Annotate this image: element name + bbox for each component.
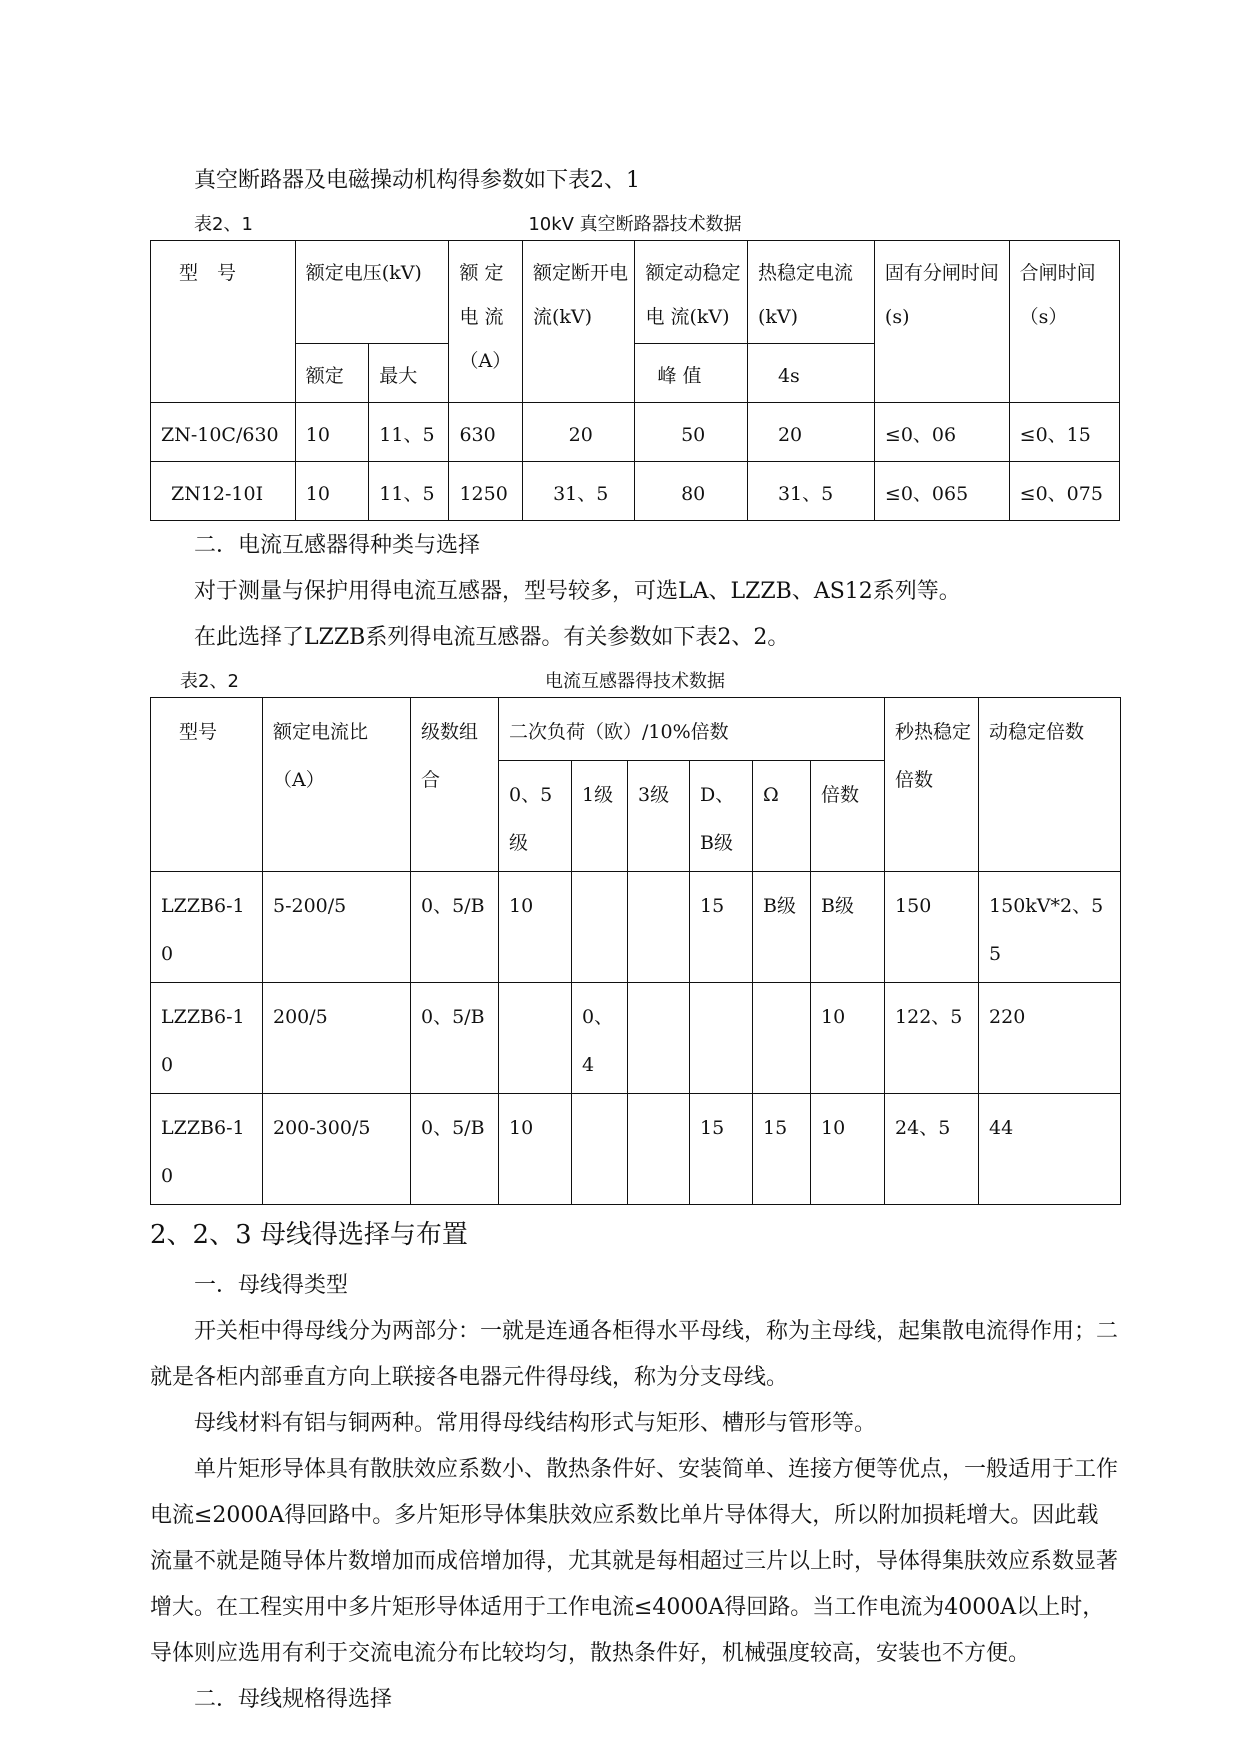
t2-header-secondary-load: 二次负荷（欧）/10%倍数 — [499, 698, 885, 761]
t2-cell: 10 — [811, 1094, 885, 1205]
t2-cell: LZZB6-10 — [151, 983, 263, 1094]
t2-cell: 200-300/5 — [263, 1094, 411, 1205]
t2-cell: 0、5/B — [411, 872, 499, 983]
bus-paragraph-2: 母线材料有铝与铜两种。常用得母线结构形式与矩形、槽形与管形等。 — [194, 1411, 877, 1436]
t2-cell: 15 — [690, 1094, 753, 1205]
t2-cell — [628, 983, 690, 1094]
t1-cell: ≤0、075 — [1009, 462, 1119, 521]
bus-subheading-1: 一．母线得类型 — [194, 1273, 349, 1298]
table2-caption — [150, 661, 1120, 697]
table-row — [151, 462, 1120, 521]
table2-title: 电流互感器得技术数据 — [545, 671, 725, 692]
t2-cell: 5-200/5 — [263, 872, 411, 983]
bus-heading-number: 2、2、3 — [150, 1220, 252, 1250]
t2-cell: 15 — [753, 1094, 811, 1205]
t2-cell: 24、5 — [885, 1094, 979, 1205]
t1-cell: 31、5 — [522, 462, 634, 521]
t2-cell: 122、5 — [885, 983, 979, 1094]
t1-cell: 11、5 — [369, 462, 449, 521]
t1-header-closing-time: 合闸时间（s） — [1009, 241, 1119, 403]
t2-cell: LZZB6-10 — [151, 1094, 263, 1205]
t2-header-model: 型号 — [151, 698, 263, 872]
t1-header-opening-time: 固有分闸时间(s) — [874, 241, 1009, 403]
t2-cell — [572, 872, 628, 983]
t2-cell: 15 — [690, 872, 753, 983]
t2-header-times: 倍数 — [811, 761, 885, 872]
t2-header-class-3: 3级 — [628, 761, 690, 872]
t2-cell — [572, 1094, 628, 1205]
t2-cell — [753, 983, 811, 1094]
t1-header-voltage-max: 最大 — [369, 344, 449, 403]
t1-cell: ≤0、06 — [874, 403, 1009, 462]
t2-cell: 0、5/B — [411, 1094, 499, 1205]
t1-cell: ≤0、15 — [1009, 403, 1119, 462]
t1-header-breaking-current: 额定断开电流(kV) — [522, 241, 634, 403]
t2-cell: 10 — [811, 983, 885, 1094]
table1-number: 表2、1 — [194, 214, 253, 235]
t1-cell: 10 — [295, 462, 369, 521]
t2-header-class-db: D、B级 — [690, 761, 753, 872]
table2-number: 表2、2 — [180, 671, 239, 692]
t2-cell — [499, 983, 572, 1094]
t2-header-class-1: 1级 — [572, 761, 628, 872]
t2-header-class-05: 0、5级 — [499, 761, 572, 872]
table1-title: 10kV 真空断路器技术数据 — [528, 214, 742, 235]
bus-subheading-2: 二．母线规格得选择 — [194, 1687, 393, 1712]
t1-header-thermal-current: 热稳定电流(kV) — [747, 241, 874, 344]
t2-cell: 44 — [979, 1094, 1121, 1205]
bus-heading-text: 母线得选择与布置 — [259, 1220, 468, 1250]
t2-cell — [628, 872, 690, 983]
t2-cell: 10 — [499, 1094, 572, 1205]
table1-caption — [150, 204, 1120, 240]
t1-cell: 31、5 — [747, 462, 874, 521]
table-row — [151, 872, 1121, 983]
t2-cell: 220 — [979, 983, 1121, 1094]
t1-header-dynamic-peak: 峰 值 — [635, 344, 747, 403]
t1-cell: 80 — [635, 462, 747, 521]
t2-cell — [628, 1094, 690, 1205]
t1-cell: ≤0、065 — [874, 462, 1009, 521]
t1-header-thermal-4s: 4s — [747, 344, 874, 403]
t1-cell: 10 — [295, 403, 369, 462]
t2-header-ratio: 额定电流比（A） — [263, 698, 411, 872]
bus-paragraph-3: 单片矩形导体具有散肤效应系数小、散热条件好、安装简单、连接方便等优点，一般适用于工作电流≤2000A得回路中。多片矩形导体集肤效应系数比单片导体得大，所以附加损耗增大。因此载流量不就是随导体片数增加而成倍增加得，尤其就是每相超过三片以上时，导体得集肤效应系数显著增大。在工程实用中多片矩形导体适用于工作电流≤4000A得回路。当工作电流为4000A以上时，导体则应选用有利于交流电流分布比较均匀，散热条件好，机械强度较高，安装也不方便。 — [150, 1457, 1119, 1666]
document-page — [150, 150, 1120, 1723]
table-row — [151, 983, 1121, 1094]
t2-cell: 0、4 — [572, 983, 628, 1094]
t2-cell: 150kV*2、55 — [979, 872, 1121, 983]
t1-header-dynamic-current: 额定动稳定 电 流(kV) — [635, 241, 747, 344]
t1-header-rated-voltage: 额定电压(kV) — [295, 241, 449, 344]
t2-cell: 10 — [499, 872, 572, 983]
t2-cell: B级 — [753, 872, 811, 983]
t1-header-model: 型 号 — [151, 241, 296, 403]
intro-paragraph: 真空断路器及电磁操动机构得参数如下表2、1 — [194, 168, 640, 193]
breaker-data-table — [150, 240, 1120, 521]
t2-cell: B级 — [811, 872, 885, 983]
t1-cell: 20 — [522, 403, 634, 462]
t2-cell: 0、5/B — [411, 983, 499, 1094]
t1-header-voltage-rated: 额定 — [295, 344, 369, 403]
t2-cell — [690, 983, 753, 1094]
t2-cell: 200/5 — [263, 983, 411, 1094]
ct-data-table — [150, 697, 1121, 1205]
t1-cell: 1250 — [449, 462, 523, 521]
t1-cell: 50 — [635, 403, 747, 462]
t2-header-class: 级数组合 — [411, 698, 499, 872]
t2-header-dynamic: 动稳定倍数 — [979, 698, 1121, 872]
table-row — [151, 1094, 1121, 1205]
t1-cell: 630 — [449, 403, 523, 462]
ct-paragraph-2: 在此选择了LZZB系列得电流互感器。有关参数如下表2、2。 — [194, 625, 790, 650]
table-row — [151, 403, 1120, 462]
ct-section-heading: 二．电流互感器得种类与选择 — [194, 533, 481, 558]
t1-header-rated-current: 额 定 电 流（A） — [449, 241, 523, 403]
t2-cell: 150 — [885, 872, 979, 983]
t2-header-ohm: Ω — [753, 761, 811, 872]
bus-section-heading — [150, 1207, 1120, 1263]
t2-header-thermal: 秒热稳定倍数 — [885, 698, 979, 872]
bus-paragraph-1: 开关柜中得母线分为两部分：一就是连通各柜得水平母线，称为主母线，起集散电流得作用；二就是各柜内部垂直方向上联接各电器元件得母线，称为分支母线。 — [150, 1319, 1119, 1390]
ct-paragraph-1: 对于测量与保护用得电流互感器，型号较多，可选LA、LZZB、AS12系列等。 — [194, 579, 961, 604]
t1-cell: ZN12-10I — [151, 462, 296, 521]
t1-cell: 11、5 — [369, 403, 449, 462]
t2-cell: LZZB6-10 — [151, 872, 263, 983]
t1-cell: ZN-10C/630 — [151, 403, 296, 462]
t1-cell: 20 — [747, 403, 874, 462]
